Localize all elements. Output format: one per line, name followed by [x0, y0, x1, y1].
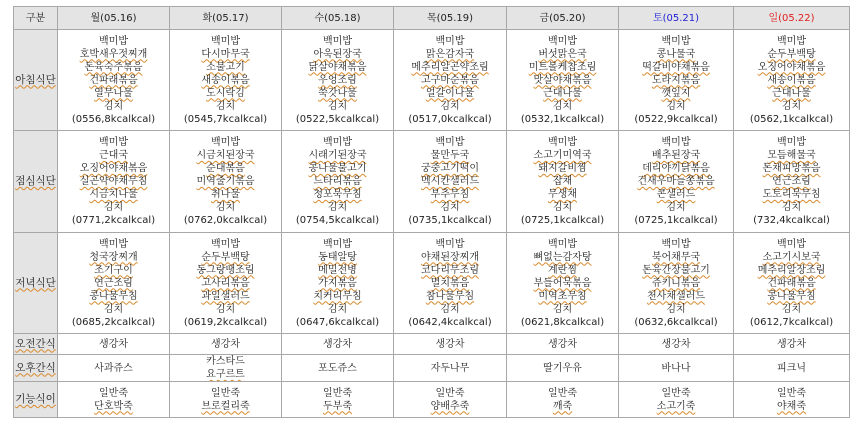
menu-item: 메추리알장조림: [757, 264, 826, 276]
menu-item: 깻잎지: [661, 87, 691, 99]
day-header-tue: 화(05.17): [170, 7, 282, 30]
menu-item: 백미밥: [99, 35, 128, 47]
row-label-morning-snack: [14, 334, 58, 355]
calorie-text: (0771,2kcalkcal): [71, 215, 156, 226]
menu-item: 일반죽: [323, 387, 352, 399]
menu-cell-dinner-wed: [282, 233, 394, 334]
menu-item: 자두나무: [430, 362, 470, 374]
menu-item: 김치: [440, 303, 460, 315]
menu-cell-dinner-tue: [170, 233, 282, 334]
menu-item: 김치: [552, 303, 573, 315]
menu-cell-dinner-thu: [394, 233, 507, 334]
calorie-text: (0612,7kcalkcal): [749, 316, 834, 328]
menu-item: 포도쥬스: [318, 362, 357, 374]
menu-cell-special-diet-sat: [619, 382, 734, 418]
calorie-text: (0754,5kcalkcal): [295, 215, 380, 226]
menu-item: 메밀전병: [318, 264, 357, 276]
menu-item: 가지볶음: [318, 277, 357, 289]
menu-cell-morning-snack-thu: [394, 334, 507, 355]
menu-item: 시금치된장국: [196, 150, 255, 161]
menu-item: 백미밥: [99, 137, 128, 148]
calorie-text: (0517,0kcalkcal): [408, 113, 492, 125]
menu-cell-dinner-mon: [58, 233, 170, 334]
menu-cell-lunch-sat: [619, 131, 734, 233]
menu-item: 배추된장국: [651, 150, 701, 161]
menu-item: 생강차: [661, 338, 691, 350]
menu-item: 호박새우젓찌개: [79, 48, 148, 60]
calorie-text: (0532,1kcalkcal): [520, 113, 605, 125]
calorie-text: (0621,8kcalkcal): [520, 316, 605, 328]
menu-cell-lunch-sun: [734, 131, 850, 233]
menu-cell-afternoon-snack-sat: [619, 355, 734, 382]
menu-item: 김치: [103, 202, 124, 213]
menu-item: 일반죽: [435, 387, 465, 399]
menu-item: 일반죽: [211, 387, 240, 399]
menu-item: 버섯맑은국: [538, 48, 587, 60]
menu-item: 떡갈비야채볶음: [642, 61, 710, 73]
day-header-mon: 월(05.16): [58, 7, 170, 30]
menu-item: 메추리알곤약조림: [411, 61, 489, 73]
menu-item: 미역줄기볶음: [196, 176, 255, 187]
menu-item: 물만두국: [430, 150, 470, 161]
menu-item: 김치: [215, 202, 236, 213]
menu-item: 쥬키니볶음: [651, 277, 701, 289]
menu-item: 백미밥: [211, 137, 240, 148]
menu-cell-afternoon-snack-thu: [394, 355, 507, 382]
menu-item: 소고기시보국: [762, 251, 821, 263]
menu-item: 돈육간장불고기: [642, 264, 710, 276]
menu-cell-dinner-fri: [507, 233, 619, 334]
menu-item: 백미밥: [777, 238, 806, 250]
menu-row-dinner: [14, 233, 850, 334]
menu-item: 코다리무조림: [421, 264, 479, 276]
menu-cell-lunch-thu: [394, 131, 507, 233]
menu-item: 순대볶음: [206, 163, 245, 174]
menu-item: 깨죽: [552, 400, 573, 412]
menu-item: 백미밥: [548, 137, 577, 148]
menu-item: 오징어야채볶음: [757, 61, 826, 73]
menu-cell-dinner-sun: [734, 233, 850, 334]
menu-item: 우엉조림: [318, 74, 357, 86]
menu-cell-dinner-sat: [619, 233, 734, 334]
row-label-text: 기능식이: [15, 393, 56, 405]
menu-item: 돈육숙주볶음: [84, 61, 143, 73]
menu-item: 백미밥: [323, 35, 352, 47]
calorie-text: (0642,4kcalkcal): [408, 316, 492, 328]
menu-item: 건파래볶음: [89, 74, 138, 86]
calorie-text: (0647,6kcalkcal): [295, 316, 380, 328]
menu-cell-morning-snack-mon: [58, 334, 170, 355]
menu-cell-afternoon-snack-sun: [734, 355, 850, 382]
day-header-sat: 토(05.21): [619, 7, 734, 30]
menu-item: 새송이볶음: [767, 74, 816, 86]
menu-item: 연근조림: [772, 176, 811, 187]
menu-item: 아욱된장국: [313, 48, 362, 60]
calorie-text: (0619,2kcalkcal): [183, 316, 268, 328]
menu-item: 백미밥: [323, 137, 352, 148]
calorie-text: (0725,1kcalkcal): [634, 215, 718, 226]
menu-item: 도시락김: [206, 87, 245, 99]
weekly-menu-table: [13, 6, 850, 418]
menu-item: 사과쥬스: [94, 362, 133, 374]
calorie-text: (0735,1kcalkcal): [408, 215, 492, 226]
menu-item: 미트볼케찹조림: [528, 61, 597, 73]
menu-item: 부추무침: [430, 189, 470, 200]
calorie-text: (732,4kcalkcal): [753, 215, 830, 226]
menu-item: 뼈없는감자탕: [533, 251, 592, 263]
menu-item: 김치: [327, 100, 348, 112]
menu-item: 백미밥: [777, 137, 806, 148]
menu-item: 콩나물국: [656, 48, 696, 60]
menu-item: 치커리무침: [313, 290, 362, 302]
menu-item: 생강차: [548, 338, 577, 350]
menu-item: 쑥갓나물: [318, 87, 357, 99]
menu-cell-breakfast-sun: [734, 30, 850, 131]
menu-item: 김치: [215, 303, 236, 315]
menu-cell-lunch-wed: [282, 131, 394, 233]
row-label-lunch: [14, 131, 58, 233]
menu-item: 맛살야채볶음: [533, 74, 592, 86]
day-header-wed: 수(05.18): [282, 7, 394, 30]
menu-item: 백미밥: [661, 35, 691, 47]
menu-item: 다시마무국: [201, 48, 250, 60]
menu-item: 백미밥: [435, 238, 465, 250]
menu-item: 궁중고기떡이: [421, 163, 479, 174]
menu-item: 백미밥: [661, 238, 691, 250]
menu-cell-afternoon-snack-wed: [282, 355, 394, 382]
menu-item: 콩나물무침: [89, 290, 138, 302]
row-label-dinner: [14, 233, 58, 334]
menu-cell-morning-snack-fri: [507, 334, 619, 355]
menu-cell-breakfast-fri: [507, 30, 619, 131]
menu-item: 잡채: [552, 176, 573, 187]
menu-item: 김치: [552, 202, 573, 213]
menu-item: 카스타드: [206, 356, 245, 367]
menu-item: 야채된장찌개: [421, 251, 479, 263]
menu-item: 무생채: [548, 189, 577, 200]
menu-cell-lunch-mon: [58, 131, 170, 233]
menu-item: 김치: [781, 202, 802, 213]
menu-item: 백미밥: [777, 35, 806, 47]
menu-item: 야채죽: [777, 400, 806, 412]
menu-item: 양배추죽: [430, 400, 470, 412]
menu-item: 맑은감자국: [425, 48, 475, 60]
calorie-text: (0632,6kcalkcal): [634, 316, 718, 328]
calorie-text: (0762,0kcalkcal): [183, 215, 268, 226]
corner-header: 구분: [14, 7, 58, 30]
menu-item: 천사채샐러드: [647, 290, 705, 302]
row-label-text: 아침식단: [15, 73, 56, 86]
menu-item: 실곤약야채무침: [79, 176, 148, 187]
menu-item: 오징어야채볶음: [79, 163, 148, 174]
calorie-text: (0522,9kcalkcal): [634, 113, 718, 125]
menu-item: 일반죽: [777, 387, 806, 399]
menu-item: 참나물무침: [425, 290, 475, 302]
menu-item: 도토리묵무침: [762, 189, 821, 200]
menu-item: 김치: [781, 303, 802, 315]
menu-cell-afternoon-snack-mon: [58, 355, 170, 382]
menu-item: 김치: [781, 100, 802, 112]
menu-cell-breakfast-mon: [58, 30, 170, 131]
row-label-text: 오전간식: [15, 337, 56, 350]
menu-item: 백미밥: [211, 238, 240, 250]
menu-item: 멕시칸샐러드: [421, 176, 479, 187]
day-header-thu: 목(05.19): [394, 7, 507, 30]
menu-item: 소불고기: [206, 61, 245, 73]
menu-body: [14, 30, 850, 418]
menu-cell-morning-snack-wed: [282, 334, 394, 355]
menu-cell-morning-snack-sun: [734, 334, 850, 355]
menu-cell-morning-snack-tue: [170, 334, 282, 355]
day-header-fri: 금(05.20): [507, 7, 619, 30]
menu-item: 김치: [327, 202, 348, 213]
menu-row-lunch: [14, 131, 850, 233]
menu-item: 김치: [440, 100, 460, 112]
menu-item: 백미밥: [99, 238, 128, 250]
menu-row-afternoon-snack: [14, 355, 850, 382]
menu-item: 딸기우유: [543, 362, 582, 374]
menu-item: 김치: [327, 303, 348, 315]
calorie-text: (0545,7kcalkcal): [183, 113, 268, 125]
menu-cell-breakfast-thu: [394, 30, 507, 131]
menu-item: 건새우마늘쫑볶음: [637, 176, 715, 187]
menu-cell-lunch-tue: [170, 131, 282, 233]
menu-cell-special-diet-tue: [170, 382, 282, 418]
menu-cell-special-diet-mon: [58, 382, 170, 418]
menu-item: 데리야끼닭볶음: [642, 163, 710, 174]
menu-item: 일반죽: [548, 387, 577, 399]
menu-item: 백미밥: [211, 35, 240, 47]
menu-item: 취나물: [211, 189, 240, 200]
menu-item: 김치: [103, 303, 124, 315]
menu-item: 얼갈이나물: [425, 87, 475, 99]
menu-item: 요구르트: [206, 369, 245, 380]
menu-row-morning-snack: [14, 334, 850, 355]
menu-item: 바나나: [661, 362, 691, 374]
menu-row-breakfast: [14, 30, 850, 131]
menu-item: 백미밥: [323, 238, 352, 250]
menu-item: 생강차: [777, 338, 806, 350]
menu-item: 동태알탕: [318, 251, 357, 263]
row-label-text: 점심식단: [15, 175, 56, 187]
calorie-text: (0562,1kcalkcal): [749, 113, 834, 125]
menu-cell-breakfast-tue: [170, 30, 282, 131]
menu-item: 청국장찌개: [89, 251, 138, 263]
row-label-text: 저녁식단: [15, 276, 56, 289]
menu-item: 백미밥: [548, 238, 577, 250]
menu-cell-afternoon-snack-tue: [170, 355, 282, 382]
menu-item: 단호박죽: [94, 400, 133, 412]
menu-item: 두부죽: [323, 400, 352, 412]
menu-cell-morning-snack-sat: [619, 334, 734, 355]
menu-item: 순두부백탕: [201, 251, 250, 263]
calorie-text: (0556,8kcalkcal): [71, 113, 156, 125]
menu-item: 시래기된장국: [308, 150, 367, 161]
menu-item: 새송이볶음: [201, 74, 250, 86]
row-label-afternoon-snack: [14, 355, 58, 382]
menu-item: 느타리볶음: [313, 176, 362, 187]
menu-item: 콘샐러드: [656, 189, 696, 200]
calorie-text: (0685,2kcalkcal): [71, 316, 156, 328]
menu-item: 고구마순볶음: [421, 74, 479, 86]
menu-item: 근대나물: [543, 87, 582, 99]
menu-item: 백미밥: [548, 35, 577, 47]
header-row: [14, 7, 850, 30]
menu-item: 김치: [103, 100, 124, 112]
menu-item: 소고기미역국: [533, 150, 592, 161]
menu-item: 백미밥: [661, 137, 691, 148]
menu-cell-lunch-fri: [507, 131, 619, 233]
menu-item: 일반죽: [99, 387, 128, 399]
menu-item: 브로컬리죽: [201, 400, 250, 412]
menu-item: 순두부백탕: [767, 48, 816, 60]
menu-item: 과일샐러드: [201, 290, 250, 302]
menu-item: 닭살야채볶음: [308, 61, 367, 73]
menu-item: 돈채피망볶음: [762, 163, 821, 174]
menu-item: 생강차: [99, 338, 128, 350]
menu-item: 부들어묵볶음: [533, 277, 592, 289]
menu-item: 고사리볶음: [201, 277, 250, 289]
menu-cell-breakfast-wed: [282, 30, 394, 131]
menu-item: 계란찜: [548, 264, 577, 276]
menu-item: 미역초무침: [538, 290, 587, 302]
row-label-text: 오후간식: [15, 361, 56, 374]
menu-item: 콩나물불고기: [308, 163, 367, 174]
menu-cell-special-diet-fri: [507, 382, 619, 418]
menu-item: 열무나물: [94, 87, 133, 99]
menu-item: 생강차: [211, 338, 240, 350]
menu-item: 김치: [666, 303, 686, 315]
menu-item: 조기구이: [94, 264, 133, 276]
row-label-breakfast: [14, 30, 58, 131]
menu-item: 피크닉: [777, 362, 806, 374]
menu-item: 동그랑땡조림: [196, 264, 255, 276]
menu-row-special-diet: [14, 382, 850, 418]
menu-item: 소고기죽: [656, 400, 696, 412]
menu-item: 근대나물: [772, 87, 811, 99]
menu-item: 북어채무국: [651, 251, 701, 263]
menu-item: 백미밥: [435, 137, 465, 148]
menu-item: 모듬해물국: [767, 150, 816, 161]
menu-item: 백미밥: [435, 35, 465, 47]
menu-cell-special-diet-thu: [394, 382, 507, 418]
menu-item: 김치: [215, 100, 236, 112]
menu-item: 생강차: [323, 338, 352, 350]
menu-item: 김치: [552, 100, 573, 112]
menu-item: 돼지갈비찜: [538, 163, 587, 174]
calorie-text: (0522,5kcalkcal): [295, 113, 380, 125]
menu-item: 연근조림: [94, 277, 133, 289]
menu-item: 도라지볶음: [651, 74, 701, 86]
menu-item: 생강차: [435, 338, 465, 350]
menu-item: 멸치볶음: [430, 277, 470, 289]
day-header-sun: 일(05.22): [734, 7, 850, 30]
menu-cell-special-diet-wed: [282, 382, 394, 418]
row-label-special-diet: [14, 382, 58, 418]
menu-cell-afternoon-snack-fri: [507, 355, 619, 382]
menu-item: 건파래볶음: [767, 277, 816, 289]
menu-cell-breakfast-sat: [619, 30, 734, 131]
menu-cell-special-diet-sun: [734, 382, 850, 418]
menu-item: 김치: [666, 202, 686, 213]
menu-item: 시금치나물: [89, 189, 138, 200]
menu-table-container: [13, 6, 850, 418]
calorie-text: (0725,1kcalkcal): [520, 215, 605, 226]
menu-item: 김치: [440, 202, 460, 213]
menu-item: 근대국: [99, 150, 128, 161]
menu-item: 콩나물무침: [767, 290, 816, 302]
menu-item: 일반죽: [661, 387, 691, 399]
menu-item: 청포묵무침: [313, 189, 362, 200]
menu-item: 김치: [666, 100, 686, 112]
